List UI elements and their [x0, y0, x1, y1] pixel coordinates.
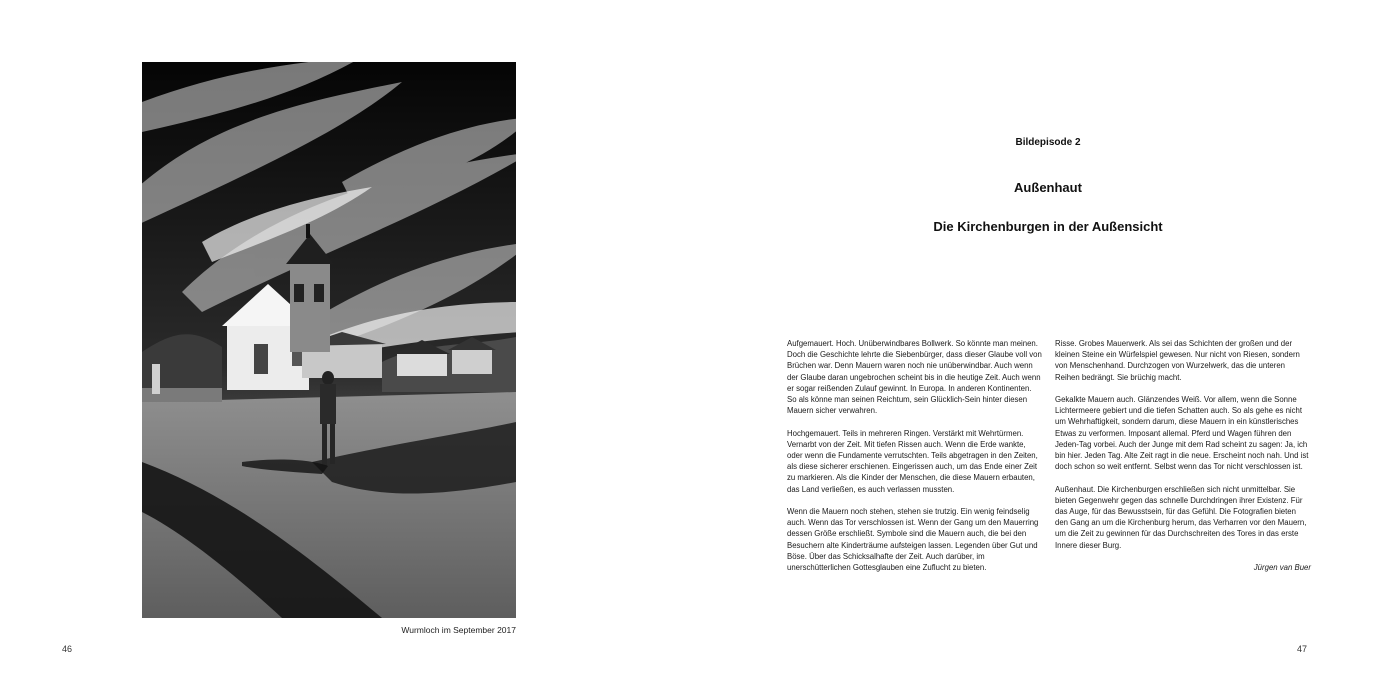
author-signature: Jürgen van Buer	[1253, 563, 1311, 573]
page-number-left: 46	[62, 644, 73, 654]
paragraph: Wenn die Mauern noch stehen, stehen sie trutzig. Ein wenig feindselig auch. Wenn das Tor verschlossen ist. Wenn der Gang um den Mauerring dessen Größe erschließt. Symbole sind die Mauern auch, die bei den Besuchern alte Kinderträume aufsteigen lassen. Legenden über Gut und Böse. Über das Schicksalhafte der Zeit. Auch darüber, im unerschütterlichen Gottesglauben eine Zuflucht zu bieten.	[787, 507, 1039, 573]
church-photo	[142, 62, 516, 618]
page-number-right: 47	[1297, 644, 1308, 654]
chapter-subtitle: Die Kirchenburgen in der Außensicht	[933, 219, 1163, 234]
church-photo-image	[142, 62, 516, 618]
paragraph: Außenhaut. Die Kirchenburgen erschließen sich nicht unmittelbar. Sie bieten Gegenwehr gegen das schnelle Durchdringen ihrer Existenz. Für das Auge, für das Bewusstsein, für das Gefühl. Die Fotografien bieten den Gang an um die Kirchenburg herum, das Verharren vor den Mauern, um die Zeit zu gewinnen für das Durchschreiten des Tores in das erste Innere dieser Burg.	[1055, 484, 1307, 550]
paragraph: Gekalkte Mauern auch. Glänzendes Weiß. Vor allem, wenn die Sonne Lichtermeere gebiert und die tiefen Schatten auch. So als gehe es nicht um Wehrhaftigkeit, sondern darum, diese Mauern in ein künstlerisches Etwas zu verformen. Imposant allemal. Pferd und Wagen führen den Jeden-Tag vorbei. Auch der Junge mit dem Rad scheint zu sagen: Ja, ich bin hier. Jeden Tag. Alte Zeit ragt in die neue. Erscheint noch nah. Und ist doch schon so weit entfernt. Selbst wenn das Tor nicht verschlossen ist.	[1055, 395, 1309, 472]
paragraph: Hochgemauert. Teils in mehreren Ringen. Verstärkt mit Wehrtürmen. Vernarbt von der Zeit. Mit tiefen Rissen auch. Wenn die Erde wankte, oder wenn die Fundamente verrutschten. Teils abgetragen in den Zeiten, als diese sicherer erschienen. Eingerissen auch, um das Ende einer Zeit zu markieren. Als die Kinder der Menschen, die diese Mauern erbauten, das Land verließen, es auch verlassen mussten.	[787, 428, 1038, 494]
chapter-title: Außenhaut	[1014, 180, 1082, 195]
paragraph: Risse. Grobes Mauerwerk. Als sei das Schichten der großen und der kleinen Steine ein Würfelspiel gewesen. Nur nicht von Riesen, sondern von Menschenhand. Durchzogen von Wurzelwerk, das die unteren Reihen bedrängt. Sie brüchig macht.	[1055, 339, 1300, 382]
episode-heading: Bildepisode 2	[1015, 137, 1081, 148]
text-column-right	[1055, 338, 1311, 584]
photo-caption: Wurmloch im September 2017	[401, 625, 516, 635]
paragraph: Aufgemauert. Hoch. Unüberwindbares Bollwerk. So könnte man meinen. Doch die Geschichte lehrte die Siebenbürger, dass dieser Glaube voll von Brüchen war. Denn Mauern waren noch nie unüberwindbar. Auch wenn der Glaube daran ungebrochen scheint bis in die heutige Zeit. Auch wenn er sogar reißenden Zulauf gewinnt. In Europa. In anderen Kontinenten. So als könne man seinen Reichtum, sein Glücklich-Sein hinter diesen Mauern sicher verwahren.	[787, 339, 1042, 416]
text-column-left	[787, 338, 1043, 584]
